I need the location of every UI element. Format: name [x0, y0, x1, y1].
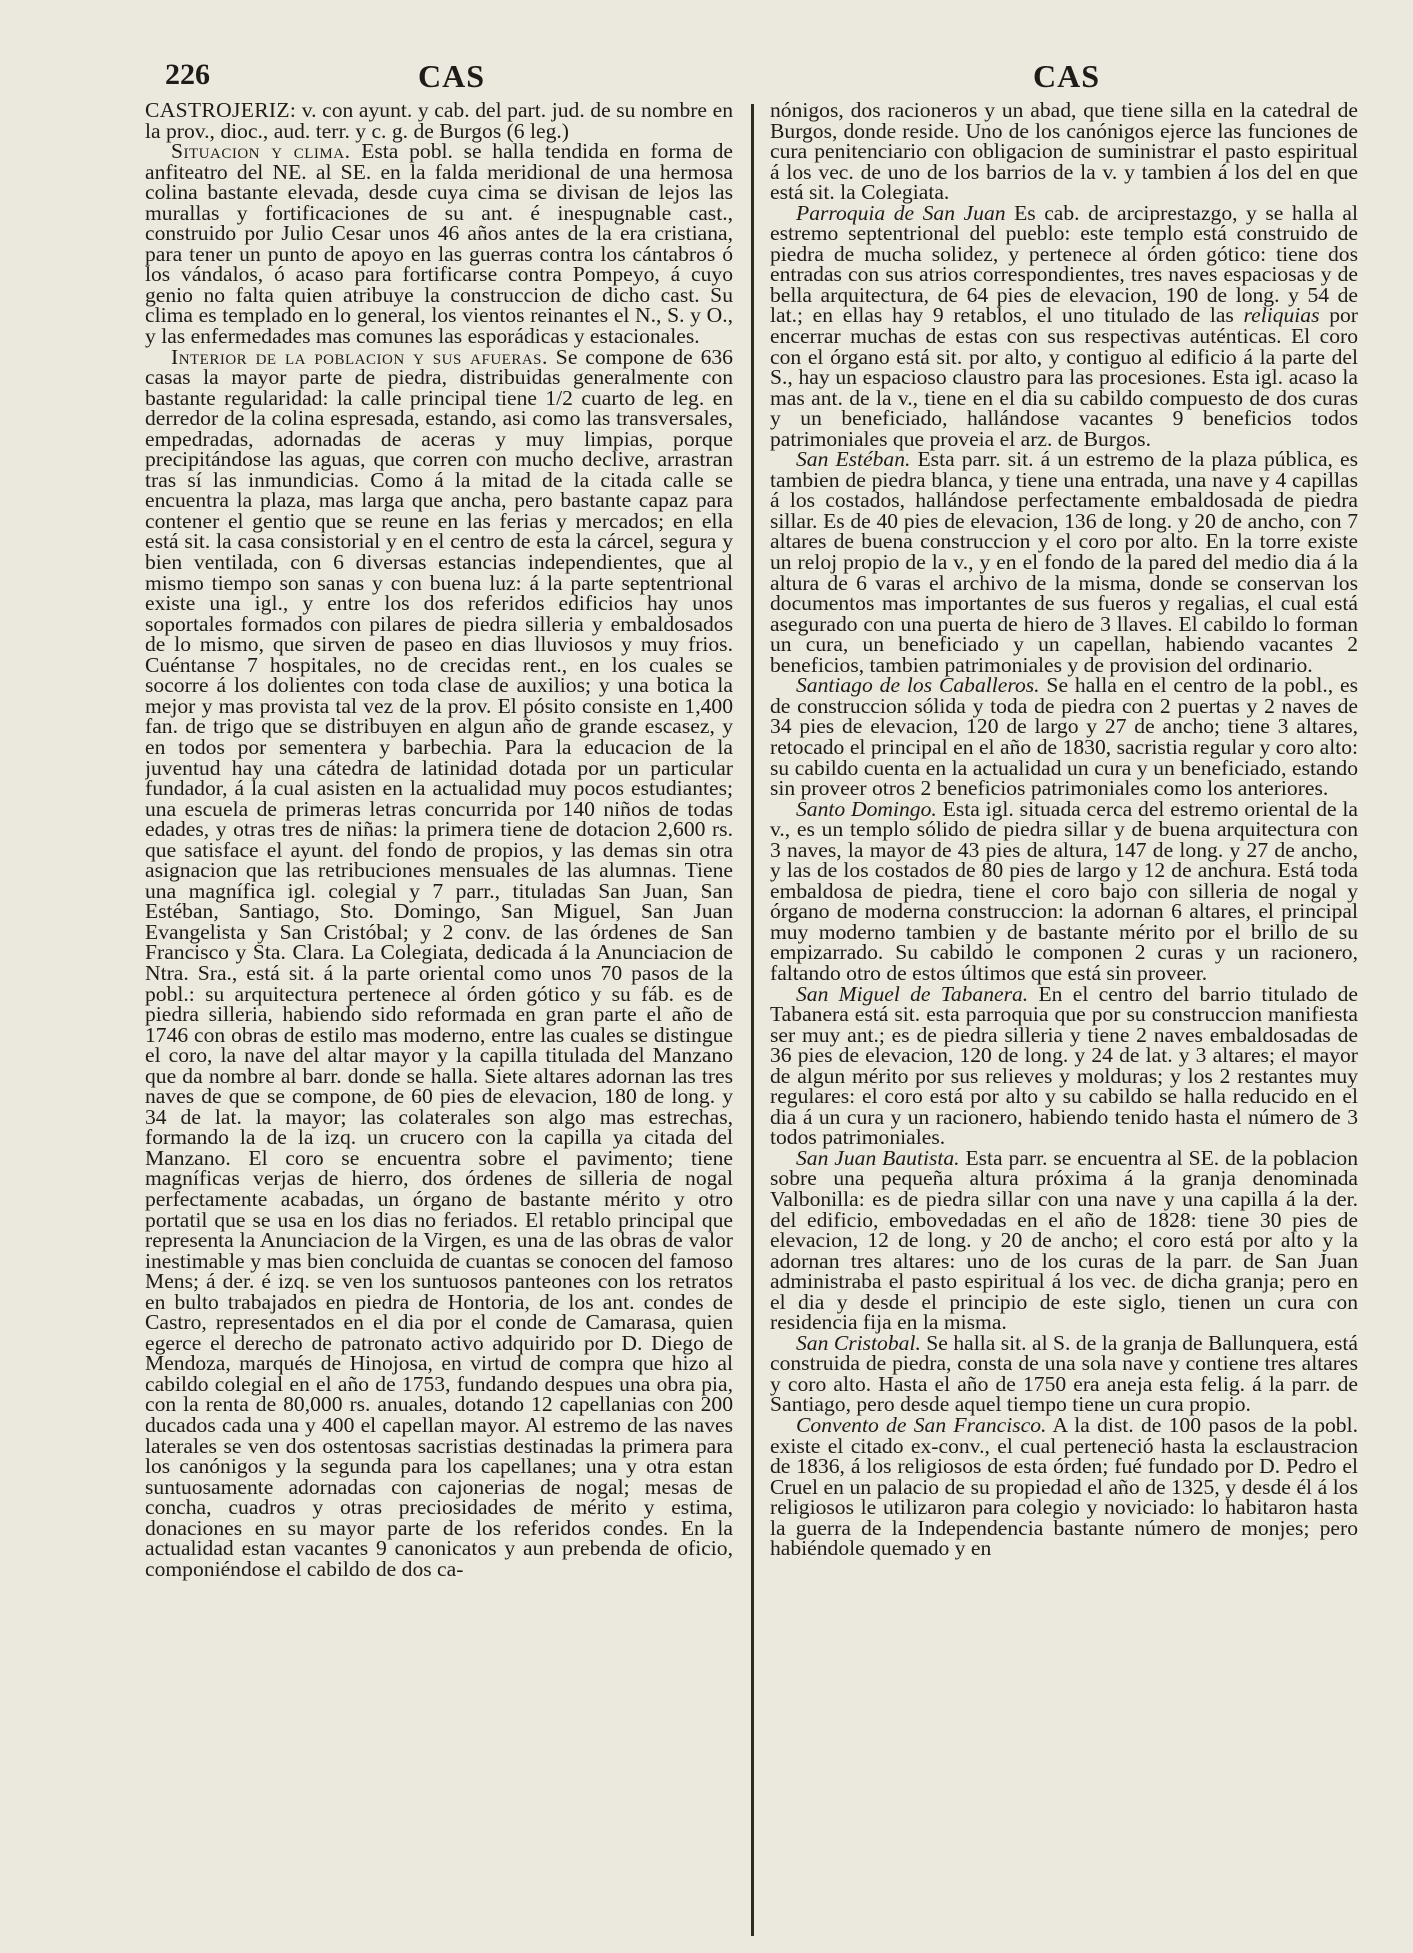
section-heading: Santiago de los Caballeros. [796, 673, 1040, 698]
section-santiago [770, 673, 1358, 801]
section-text: Se halla sit. al S. de la granja de Ballunquera, está construida de piedra, consta de una sola nave y contiene tres altares y coro alto. Hasta el año de 1750 era aneja esta felig. á la parr. de Santiago, pero desde aquel tiempo tiene un cura propio. [770, 1330, 1358, 1417]
section-text: Esta parr. sit. á un estremo de la plaza pública, es tambien de piedra blanca, y tiene una entrada, una nave y 4 capillas á los costados, hallándose perfectamente embaldosada de piedra sillar. Es de 40 pies de elevacion, 136 de long. y 20 de ancho, con 7 altares de buena construccion y el coro por alto. En la torre existe un reloj propio de la v., y en el fondo de la pared del medio dia á la altura de 6 varas el archivo de la misma, donde se conservan los documentos mas importantes de sus fueros y regalias, el cual está asegurado con una puerta de hiero de 3 llaves. El cabildo lo forman un cura, un beneficiado y un capellan, habiendo vacantes 2 beneficios, tambien patrimoniales y de provision del ordinario. [770, 447, 1358, 677]
section-situacion [145, 139, 733, 349]
section-heading: Parroquia de San Juan [796, 200, 1006, 225]
section-heading: Convento de San Francisco. [796, 1413, 1047, 1437]
section-santo-domingo [770, 796, 1358, 985]
section-san-cristobal [770, 1330, 1358, 1417]
section-text-cont: por encerrar muchas de estas con sus respectivas auténticas. El coro con el órgano está sit. por alto, y contiguo al edificio á la parte del S., hay un espacioso claustro para las procesiones. Esta igl. acaso la mas ant. de la v., tiene en el dia su cabildo compuesto de dos curas y un beneficiado, hallándose vacantes 9 beneficios todos patrimoniales que proveia el arz. de Burgos. [770, 303, 1358, 451]
section-text: En el centro del barrio titulado de Tabanera está sit. esta parroquia que por su construccion manifiesta ser muy ant.; es de piedra silleria y tiene 2 naves embaldosadas de 36 pies de elevacion, 120 de long. y 24 de lat. y 3 altares; el mayor de algun mérito por sus relieves y molduras; y los 2 restantes muy regulares: el coro está por alto y su cabildo se halla reducido en el dia á un cura y un racionero, habiendo tenido hasta el número de 3 todos patrimoniales. [770, 981, 1358, 1150]
section-san-esteban [770, 449, 1358, 675]
section-text: Es cab. de arciprestazgo, y se halla al estremo septentrional del pueblo: este templo está construido de piedra de mucha solidez, y pertenece al órden gótico: tiene dos entradas con sus atrios correspondientes, tres naves espaciosas y de bella arquitectura, de 64 pies de elevacion, 190 de long. y 54 de lat.; en ellas hay 9 retablos, el uno titulado de las [770, 200, 1358, 328]
left-column [145, 100, 733, 1932]
section-text: Se halla en el centro de la pobl., es de construccion sólida y toda de piedra con 2 puertas y 2 naves de 34 pies de elevacion, 120 de largo y 27 de ancho; tiene 3 altares, retocado el principal en el año de 1830, sacristia regular y coro alto: su cabildo cuenta en la actualidad un cura y un beneficiado, estando sin proveer otros 2 beneficios patrimoniales como los anteriores. [770, 673, 1358, 801]
section-heading: San Juan Bautista. [796, 1145, 960, 1170]
page-header [0, 58, 1413, 102]
section-san-juan-bautista [770, 1145, 1358, 1335]
section-convento [770, 1415, 1358, 1559]
section-san-miguel [770, 981, 1358, 1150]
section-interior [145, 344, 733, 1581]
section-heading: San Miguel de Tabanera. [796, 981, 1029, 1006]
section-heading: Situacion y clima. [171, 139, 351, 164]
continued-paragraph: nónigos, dos racioneros y un abad, que tiene silla en la catedral de Burgos, donde reside. Uno de los canónigos ejerce las funciones de cura penitenciario con obligacion de suministrar el pasto espiritual á los vec. de uno de los barrios de la v. y tambien á los del en que está sit. la Colegiata. [770, 100, 1358, 205]
entry-castrojeriz [145, 100, 733, 141]
page-number: 226 [165, 58, 210, 91]
section-heading: Interior de la poblacion y sus afueras. [171, 344, 548, 369]
section-text: Esta pobl. se halla tendida en forma de anfiteatro del NE. al SE. en la falda meridional de una hermosa colina bastante elevada, desde cuya cima se divisan de lejos las murallas y fortificaciones de su ant. é inespugnable cast., construido por Julio Cesar unos 46 años antes de la era cristiana, para tener un punto de apoyo en las guerras contra los cántabros ó los vándalos, ó acaso para fortificarse contra Pompeyo, á cuyo genio no falta quien atribuye la construccion de dicho cast. Su clima es templado en lo general, los vientos reinantes el N., S. y O., y las enfermedades mas comunes las esporádicas y estacionales. [145, 139, 733, 349]
running-head-left: CAS [418, 58, 486, 94]
section-text: Esta igl. situada cerca del estremo oriental de la v., es un templo sólido de piedra sillar y de buena arquitectura con 3 naves, la mayor de 43 pies de altura, 147 de long. y 27 de ancho, y las de los costados de 80 pies de largo y 12 de anchura. Está toda embaldosa de piedra, tiene el coro bajo con silleria de nogal y órgano de moderna construccion: la adornan 6 altares, el principal muy moderno tambien y de bastante mérito por el brillo de su empizarrado. Su cabildo le componen 2 curas y un racionero, faltando otro de estos últimos que está sin proveer. [770, 796, 1358, 985]
running-head-right: CAS [1033, 58, 1101, 94]
entry-headword: CASTROJERIZ: [145, 100, 297, 122]
section-text: Se compone de 636 casas la mayor parte de piedra, distribuidas generalmente con bastante regularidad: la calle principal tiene 1/2 cuarto de leg. en derredor de la colina espresada, estando, asi como las transversales, empedradas, adornadas de aceras y muy limpias, porque precipitándose las aguas, que corren con mucho declive, arrastran tras sí las inmundicias. Como á la mitad de la citada calle se encuentra la plaza, mas larga que ancha, pero bastante capaz para contener el gentio que se reune en las ferias y mercados; en ella está sit. la casa consistorial y en el centro de esta la cárcel, segura y bien ventilada, con 6 diversas estancias independientes, que al mismo tiempo son sanas y con buena luz: á la parte septentrional existe una igl., y entre los dos referidos edificios hay unos soportales formados con pilares de piedra silleria y embaldosados de lo mismo, que sirven de paseo en dias lluviosos y muy frios. Cuéntanse 7 hospitales, no de crecidas rent., en los cuales se socorre á los dolientes con toda clase de auxilios; y una botica la mejor y mas provista tal vez de la prov. El pósito consiste en 1,400 fan. de trigo que se distribuyen en algun año de grande escasez, y en todos por sementera y barbechia. Para la educacion de la juventud hay una cátedra de latinidad dotada por un particular fundador, á la cual asisten en la actualidad muy pocos estudiantes; una escuela de primeras letras concurrida por 140 niños de todas edades, y otras tres de niñas: la primera tiene de dotacion 2,600 rs. que satisface el ayunt. del fondo de propios, y las demas sin otra asignacion que las retribuciones mensuales de las alumnas. Tiene una magnífica igl. colegial y 7 parr., tituladas San Juan, San Estéban, Santiago, Sto. Domingo, San Miguel, San Juan Evangelista y San Cristóbal; y 2 conv. de las órdenes de San Francisco y Sta. Clara. La Colegiata, dedicada á la Anunciacion de Ntra. Sra., está sit. á la parte oriental como unos 70 pasos de la pobl.: su arquitectura pertenece al órden gótico y su fáb. es de piedra silleria, habiendo sido reformada en gran parte el año de 1746 con obras de estilo mas moderno, entre las cuales se distingue el coro, la nave del altar mayor y la capilla titulada del Manzano que da nombre al barr. donde se halla. Siete altares adornan las tres naves de que se compone, de 60 pies de elevacion, 180 de long. y 34 de lat. la mayor; las colaterales son algo mas estrechas, formando la de la izq. un crucero con la capilla ya citada del Manzano. El coro se encuentra sobre el pavimento; tiene magníficas verjas de hierro, dos órdenes de silleria de nogal perfectamente acabadas, un órgano de bastante mérito y otro portatil que se usa en los dias no feriados. El retablo principal que representa la Anunciacion de la Virgen, es una de las obras de valor inestimable y mas bien concluida de cuantas se conocen del famoso Mens; á der. é izq. se ven los suntuosos panteones con los retratos en bulto trabajados en piedra de Hontoria, de los ant. condes de Castro, representados en el dia por el conde de Camarasa, quien egerce el derecho de patronato activo adquirido por D. Diego de Mendoza, marqués de Hinojosa, en virtud de compra que hizo al cabildo colegial en el año de 1753, fundando despues una obra pia, con la renta de 80,000 rs. anuales, dotando 12 capellanias con 200 ducados cada una y 400 el capellan mayor. Al estremo de las naves laterales se ven dos ostentosas sacristias destinadas la primera para los canónigos y la segunda para los capellanes; una y otra estan suntuosamente adornadas con cajonerias de nogal; mesas de concha, cuadros y otras preciosidades de mérito y estima, donaciones en su mayor parte de los referidos condes. En la actualidad estan vacantes 9 canonicatos y aun prebenda de oficio, componiéndose el cabildo de dos ca- [145, 344, 733, 1581]
section-heading: San Cristobal. [796, 1330, 921, 1355]
section-heading: Santo Domingo. [796, 796, 937, 821]
entry-text: v. con ayunt. y cab. del part. jud. de su nombre en la prov., dioc., aud. terr. y c. g. de Burgos (6 leg.) [145, 100, 733, 143]
right-column [770, 100, 1358, 1932]
section-parroquia-san-juan [770, 200, 1358, 451]
column-rule [751, 104, 754, 1936]
section-text: A la dist. de 100 pasos de la pobl. existe el citado ex-conv., el cual perteneció hasta la esclaustracion de 1836, á los religiosos de esta órden; fué fundado por D. Pedro el Cruel en un palacio de su propiedad el año de 1325, y desde él á los religiosos le utilizaron para colegio y noviciado: lo habitaron hasta la guerra de la Independencia bastante número de monjes; pero habiéndole quemado y en [770, 1413, 1358, 1561]
section-heading: San Estéban. [796, 447, 911, 472]
section-italic-term: reliquias [1243, 303, 1320, 328]
section-text: Esta parr. se encuentra al SE. de la poblacion sobre una pequeña altura próxima á la granja denominada Valbonilla: es de piedra sillar con una nave y una capilla á la der. del edificio, embovedadas en el año de 1828: tiene 30 pies de elevacion, 12 de long. y 20 de ancho; el coro está por alto y la adornan tres altares: uno de los curas de la parr. de San Juan administraba el pasto espiritual á los vec. de dicha granja; pero en el dia y desde el principio de este siglo, tienen un cura con residencia fija en la misma. [770, 1145, 1358, 1335]
